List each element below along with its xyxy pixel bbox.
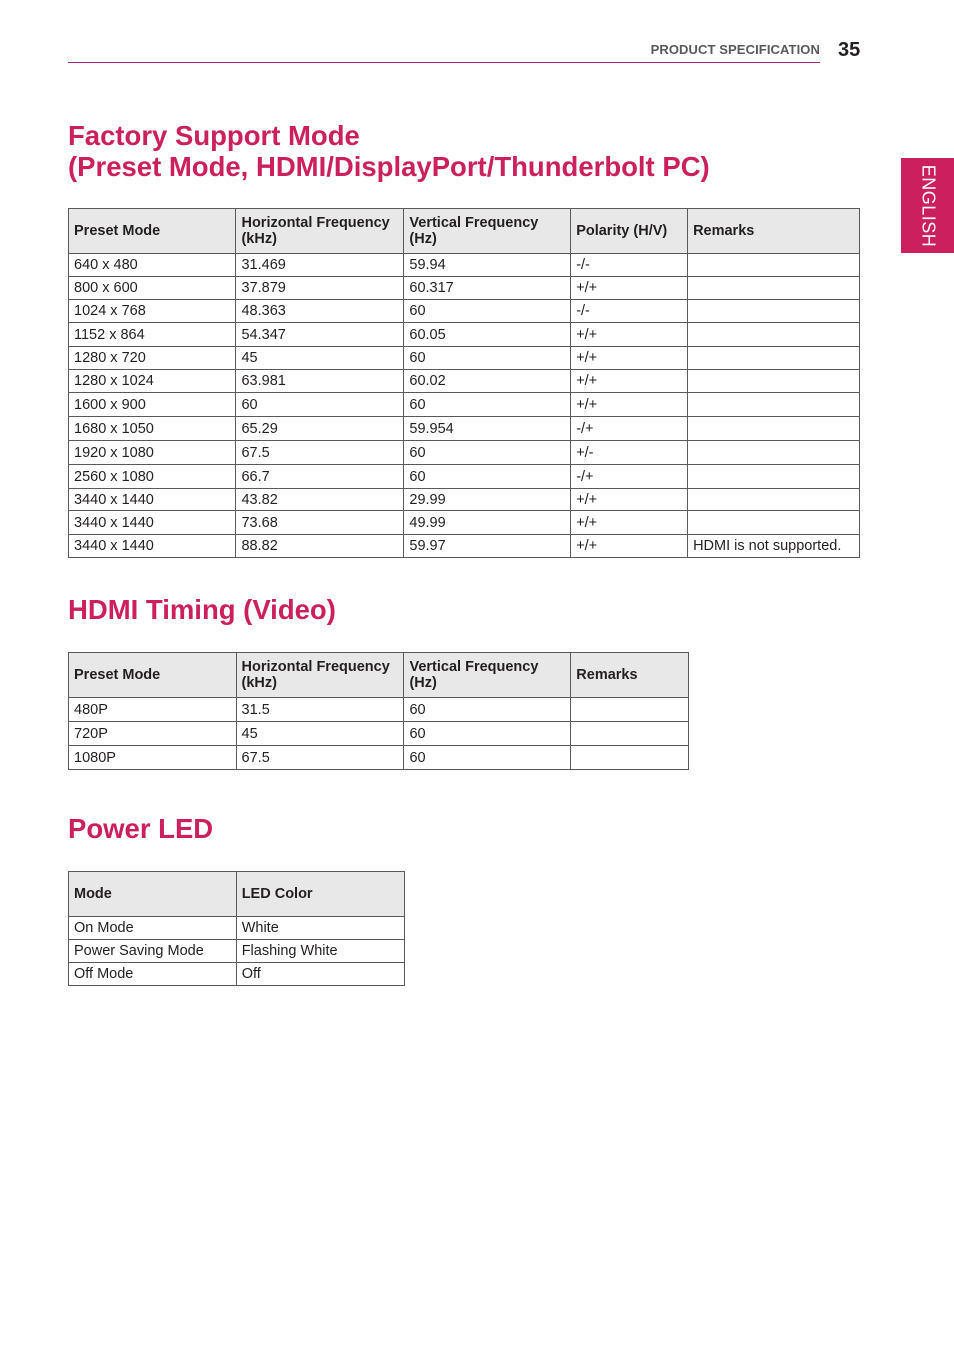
table-header-row (69, 872, 405, 917)
cell-preset-mode: 3440 x 1440 (69, 535, 236, 558)
table-row (69, 511, 860, 535)
cell-led-color: White (236, 917, 404, 940)
table-row (69, 917, 405, 940)
table-row (69, 535, 860, 558)
col-header-horizontal-frequency: Horizontal Frequency (kHz) (236, 209, 404, 254)
cell-led-color: Off (236, 963, 404, 986)
cell-vertical-frequency: 60 (404, 441, 571, 465)
cell-remarks (688, 511, 860, 535)
table-row (69, 277, 860, 300)
cell-horizontal-frequency: 43.82 (236, 489, 404, 511)
cell-remarks (688, 489, 860, 511)
cell-preset-mode: 1024 x 768 (69, 300, 236, 323)
factory-support-title-line1: Factory Support Mode (68, 120, 360, 151)
cell-vertical-frequency: 29.99 (404, 489, 571, 511)
col-header-horizontal-frequency: Horizontal Frequency (kHz) (236, 653, 404, 698)
table-row (69, 323, 860, 347)
col-header-vertical-frequency: Vertical Frequency (Hz) (404, 209, 571, 254)
hdmi-timing-title: HDMI Timing (Video) (68, 594, 336, 625)
power-led-title: Power LED (68, 813, 214, 844)
cell-polarity: +/+ (571, 370, 688, 393)
cell-horizontal-frequency: 45 (236, 722, 404, 746)
cell-polarity: +/+ (571, 277, 688, 300)
col-header-remarks: Remarks (571, 653, 689, 698)
col-header-remarks: Remarks (688, 209, 860, 254)
cell-preset-mode: 1152 x 864 (69, 323, 236, 347)
hdmi-timing-table (68, 652, 689, 770)
cell-preset-mode: 1600 x 900 (69, 393, 236, 417)
cell-polarity: -/- (571, 300, 688, 323)
cell-vertical-frequency: 59.97 (404, 535, 571, 558)
col-header-vertical-frequency: Vertical Frequency (Hz) (404, 653, 571, 698)
cell-preset-mode: 1920 x 1080 (69, 441, 236, 465)
cell-polarity: +/+ (571, 323, 688, 347)
cell-vertical-frequency: 49.99 (404, 511, 571, 535)
table-row (69, 300, 860, 323)
page-number: 35 (838, 39, 861, 61)
cell-polarity: -/+ (571, 465, 688, 489)
cell-horizontal-frequency: 31.469 (236, 254, 404, 277)
cell-remarks (571, 698, 689, 722)
cell-polarity: +/+ (571, 393, 688, 417)
table-row (69, 722, 689, 746)
table-row (69, 940, 405, 963)
cell-remarks (688, 347, 860, 370)
cell-preset-mode: 640 x 480 (69, 254, 236, 277)
table-row (69, 489, 860, 511)
cell-vertical-frequency: 59.954 (404, 417, 571, 441)
table-header-row (69, 209, 860, 254)
cell-preset-mode: 1280 x 720 (69, 347, 236, 370)
cell-vertical-frequency: 60 (404, 300, 571, 323)
cell-mode: Power Saving Mode (69, 940, 237, 963)
cell-horizontal-frequency: 54.347 (236, 323, 404, 347)
cell-polarity: +/- (571, 441, 688, 465)
factory-support-title-line2: (Preset Mode, HDMI/DisplayPort/Thunderbolt PC) (68, 151, 710, 182)
cell-preset-mode: 720P (69, 722, 237, 746)
page-header (68, 38, 820, 63)
table-row (69, 465, 860, 489)
cell-vertical-frequency: 60.02 (404, 370, 571, 393)
cell-remarks (688, 370, 860, 393)
table-row (69, 698, 689, 722)
cell-remarks (688, 300, 860, 323)
cell-remarks (571, 746, 689, 770)
cell-remarks: HDMI is not supported. (688, 535, 860, 558)
table-row (69, 347, 860, 370)
cell-vertical-frequency: 59.94 (404, 254, 571, 277)
cell-polarity: +/+ (571, 511, 688, 535)
cell-vertical-frequency: 60 (404, 393, 571, 417)
cell-preset-mode: 3440 x 1440 (69, 511, 236, 535)
cell-horizontal-frequency: 67.5 (236, 441, 404, 465)
language-tab-label: ENGLISH (918, 164, 938, 247)
cell-vertical-frequency: 60 (404, 722, 571, 746)
cell-preset-mode: 480P (69, 698, 237, 722)
cell-polarity: +/+ (571, 489, 688, 511)
cell-preset-mode: 3440 x 1440 (69, 489, 236, 511)
cell-remarks (571, 722, 689, 746)
col-header-led-color: LED Color (236, 872, 404, 917)
cell-horizontal-frequency: 37.879 (236, 277, 404, 300)
table-row (69, 746, 689, 770)
cell-polarity: -/- (571, 254, 688, 277)
cell-preset-mode: 1280 x 1024 (69, 370, 236, 393)
cell-remarks (688, 417, 860, 441)
cell-polarity: +/+ (571, 347, 688, 370)
table-row (69, 417, 860, 441)
col-header-polarity: Polarity (H/V) (571, 209, 688, 254)
table-row (69, 963, 405, 986)
cell-horizontal-frequency: 88.82 (236, 535, 404, 558)
col-header-preset-mode: Preset Mode (69, 209, 236, 254)
table-row (69, 393, 860, 417)
section-label: PRODUCT SPECIFICATION (650, 42, 820, 57)
cell-remarks (688, 254, 860, 277)
language-tab (901, 158, 954, 253)
cell-horizontal-frequency: 65.29 (236, 417, 404, 441)
cell-preset-mode: 2560 x 1080 (69, 465, 236, 489)
col-header-preset-mode: Preset Mode (69, 653, 237, 698)
cell-vertical-frequency: 60 (404, 465, 571, 489)
cell-horizontal-frequency: 67.5 (236, 746, 404, 770)
cell-remarks (688, 393, 860, 417)
cell-led-color: Flashing White (236, 940, 404, 963)
cell-vertical-frequency: 60.05 (404, 323, 571, 347)
cell-remarks (688, 441, 860, 465)
cell-mode: Off Mode (69, 963, 237, 986)
cell-horizontal-frequency: 48.363 (236, 300, 404, 323)
table-header-row (69, 653, 689, 698)
cell-horizontal-frequency: 73.68 (236, 511, 404, 535)
cell-preset-mode: 1680 x 1050 (69, 417, 236, 441)
col-header-mode: Mode (69, 872, 237, 917)
cell-vertical-frequency: 60.317 (404, 277, 571, 300)
cell-horizontal-frequency: 45 (236, 347, 404, 370)
cell-polarity: -/+ (571, 417, 688, 441)
cell-remarks (688, 323, 860, 347)
table-row (69, 254, 860, 277)
cell-vertical-frequency: 60 (404, 698, 571, 722)
table-row (69, 441, 860, 465)
cell-horizontal-frequency: 31.5 (236, 698, 404, 722)
table-row (69, 370, 860, 393)
cell-preset-mode: 1080P (69, 746, 237, 770)
cell-remarks (688, 465, 860, 489)
cell-polarity: +/+ (571, 535, 688, 558)
cell-vertical-frequency: 60 (404, 347, 571, 370)
cell-remarks (688, 277, 860, 300)
cell-horizontal-frequency: 66.7 (236, 465, 404, 489)
cell-vertical-frequency: 60 (404, 746, 571, 770)
factory-support-table (68, 208, 860, 558)
cell-horizontal-frequency: 63.981 (236, 370, 404, 393)
cell-horizontal-frequency: 60 (236, 393, 404, 417)
cell-mode: On Mode (69, 917, 237, 940)
factory-support-title (68, 120, 710, 182)
cell-preset-mode: 800 x 600 (69, 277, 236, 300)
power-led-table (68, 871, 405, 986)
